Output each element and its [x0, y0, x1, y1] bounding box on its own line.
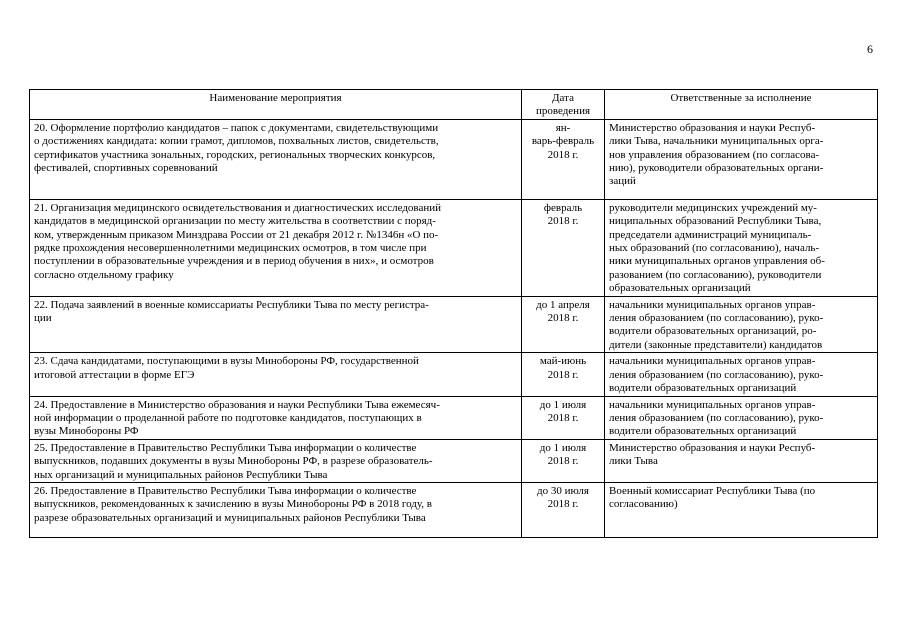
table-row: [30, 119, 878, 199]
event-cell-line: выпускников, подавших документы в вузы Минобороны РФ, в разрезе образователь-: [34, 455, 433, 468]
responsible-cell-line: начальники муниципальных органов управ-: [609, 298, 816, 311]
event-cell-line: сертификатов участника зональных, городских, региональных творческих конкурсов,: [34, 148, 436, 161]
responsible-cell: [605, 353, 878, 396]
responsible-cell-line: ления образованием (по согласованию), руко-: [609, 368, 824, 381]
event-cell: [30, 353, 522, 396]
date-cell-line: май-июнь: [539, 355, 587, 368]
responsible-cell-line: ники муниципальных органов управления об-: [609, 255, 825, 268]
event-cell-line: выпускников, рекомендованных к зачислению в вузы Минобороны РФ в 2018 году, в: [34, 498, 432, 511]
responsible-cell-line: водители образовательных организаций: [609, 425, 797, 438]
responsible-cell-line: согласованию): [609, 498, 678, 511]
event-cell-line: кандидатов в медицинской организации по месту жительства в соответствии с поряд-: [34, 215, 436, 228]
responsible-cell-line: руководители медицинских учреждений му-: [609, 201, 817, 214]
responsible-cell-line: дители (законные представители) кандидатов: [609, 338, 823, 351]
date-cell: [522, 353, 605, 396]
date-cell: [522, 296, 605, 353]
event-cell: [30, 199, 522, 296]
event-cell: [30, 482, 522, 537]
table-row: [30, 353, 878, 396]
header-date-line: проведения: [535, 105, 591, 118]
date-cell-line: до 1 июля: [539, 398, 587, 411]
responsible-cell-line: начальники муниципальных органов управ-: [609, 355, 816, 368]
event-cell-line: 25. Предоставление в Правительство Республики Тыва информации о количестве: [34, 441, 417, 454]
event-cell-line: ных организаций и муниципальных районов Республики Тыва: [34, 468, 328, 481]
event-cell-line: рядке прохождения несовершеннолетними медицинских осмотров, в том числе при: [34, 242, 427, 255]
event-cell: [30, 439, 522, 482]
event-cell-line: 22. Подача заявлений в военные комиссариаты Республики Тыва по месту регистра-: [34, 298, 429, 311]
event-cell-line: ции: [34, 312, 52, 325]
responsible-cell-line: ления образованием (по согласованию), руко-: [609, 312, 824, 325]
responsible-cell-line: председатели администраций муниципаль-: [609, 228, 812, 241]
date-cell-line: до 1 июля: [539, 441, 587, 454]
responsible-cell-line: образовательных организаций: [609, 282, 751, 295]
event-cell-line: ной информации о проделанной работе по подготовке кандидатов, поступающих в: [34, 411, 422, 424]
header-responsible: [605, 90, 878, 120]
date-cell-line: 2018 г.: [547, 455, 579, 468]
responsible-cell-line: заций: [609, 175, 636, 188]
date-cell-line: февраль: [543, 201, 583, 214]
event-cell-line: 26. Предоставление в Правительство Республики Тыва информации о количестве: [34, 484, 417, 497]
date-cell-line: до 1 апреля: [536, 298, 590, 311]
responsible-cell-line: водители образовательных организаций, ро-: [609, 325, 817, 338]
responsible-cell-line: начальники муниципальных органов управ-: [609, 398, 816, 411]
date-cell-line: варь-февраль: [531, 135, 595, 148]
date-cell-line: 2018 г.: [547, 215, 579, 228]
responsible-cell-line: нию), руководители образовательных органи-: [609, 162, 824, 175]
header-date: [522, 90, 605, 120]
responsible-cell-line: водители образовательных организаций: [609, 382, 797, 395]
table-row: [30, 439, 878, 482]
responsible-cell: [605, 296, 878, 353]
responsible-cell-line: нов управления образованием (по согласова-: [609, 148, 820, 161]
responsible-cell-line: Министерство образования и науки Респуб-: [609, 121, 816, 134]
responsible-cell: [605, 482, 878, 537]
table-row: [30, 199, 878, 296]
responsible-cell-line: ниципальных образований Республики Тыва,: [609, 215, 822, 228]
responsible-cell-line: ных образований (по согласованию), началь-: [609, 242, 820, 255]
table-body: [30, 119, 878, 537]
event-cell: [30, 119, 522, 199]
date-cell: [522, 482, 605, 537]
table-row: [30, 296, 878, 353]
event-cell-line: 21. Организация медицинского освидетельствования и диагностических исследований: [34, 201, 442, 214]
date-cell-line: 2018 г.: [547, 312, 579, 325]
event-cell-line: итоговой аттестации в форме ЕГЭ: [34, 368, 195, 381]
event-cell: [30, 396, 522, 439]
events-table: [29, 89, 878, 538]
event-cell: [30, 296, 522, 353]
header-responsible-label: Ответственные за исполнение: [670, 92, 812, 104]
date-cell-line: 2018 г.: [547, 498, 579, 511]
date-cell: [522, 119, 605, 199]
responsible-cell-line: разованием (по согласованию), руководители: [609, 268, 822, 281]
event-cell-line: о достижениях кандидата: копии грамот, дипломов, похвальных листов, свидетельств,: [34, 135, 439, 148]
table-header-row: [30, 90, 878, 120]
responsible-cell: [605, 199, 878, 296]
event-cell-line: 23. Сдача кандидатами, поступающими в вузы Минобороны РФ, государственной: [34, 355, 419, 368]
responsible-cell-line: Министерство образования и науки Респуб-: [609, 441, 816, 454]
event-cell-line: поступлении в образовательные учреждения и в период обучения в них», и осмотров: [34, 255, 434, 268]
header-event: [30, 90, 522, 120]
header-date-line: Дата: [552, 92, 574, 104]
date-cell-line: ян-: [555, 121, 571, 134]
event-cell-line: 24. Предоставление в Министерство образования и науки Республики Тыва ежемесяч-: [34, 398, 440, 411]
date-cell: [522, 439, 605, 482]
event-cell-line: ком, утвержденным приказом Минздрава России от 21 декабря 2012 г. №1346н «О по-: [34, 228, 439, 241]
date-cell-line: 2018 г.: [547, 411, 579, 424]
date-cell: [522, 199, 605, 296]
header-event-label: Наименование мероприятия: [209, 92, 342, 104]
responsible-cell: [605, 119, 878, 199]
date-cell: [522, 396, 605, 439]
responsible-cell-line: лики Тыва: [609, 455, 658, 468]
event-cell-line: фестивалей, спортивных соревнований: [34, 162, 218, 175]
table-row: [30, 482, 878, 537]
responsible-cell-line: ления образованием (по согласованию), руко-: [609, 411, 824, 424]
responsible-cell-line: лики Тыва, начальники муниципальных орга-: [609, 135, 824, 148]
event-cell-line: вузы Минобороны РФ: [34, 425, 139, 438]
event-cell-line: согласно отдельному графику: [34, 268, 174, 281]
responsible-cell-line: Военный комиссариат Республики Тыва (по: [609, 484, 816, 497]
date-cell-line: 2018 г.: [547, 368, 579, 381]
table-row: [30, 396, 878, 439]
event-cell-line: 20. Оформление портфолио кандидатов – папок с документами, свидетельствующими: [34, 121, 439, 134]
page-number: 6: [867, 42, 873, 56]
responsible-cell: [605, 396, 878, 439]
responsible-cell: [605, 439, 878, 482]
date-cell-line: до 30 июля: [537, 484, 589, 497]
date-cell-line: 2018 г.: [547, 148, 579, 161]
event-cell-line: разрезе образовательных организаций и муниципальных районов Республики Тыва: [34, 511, 426, 524]
